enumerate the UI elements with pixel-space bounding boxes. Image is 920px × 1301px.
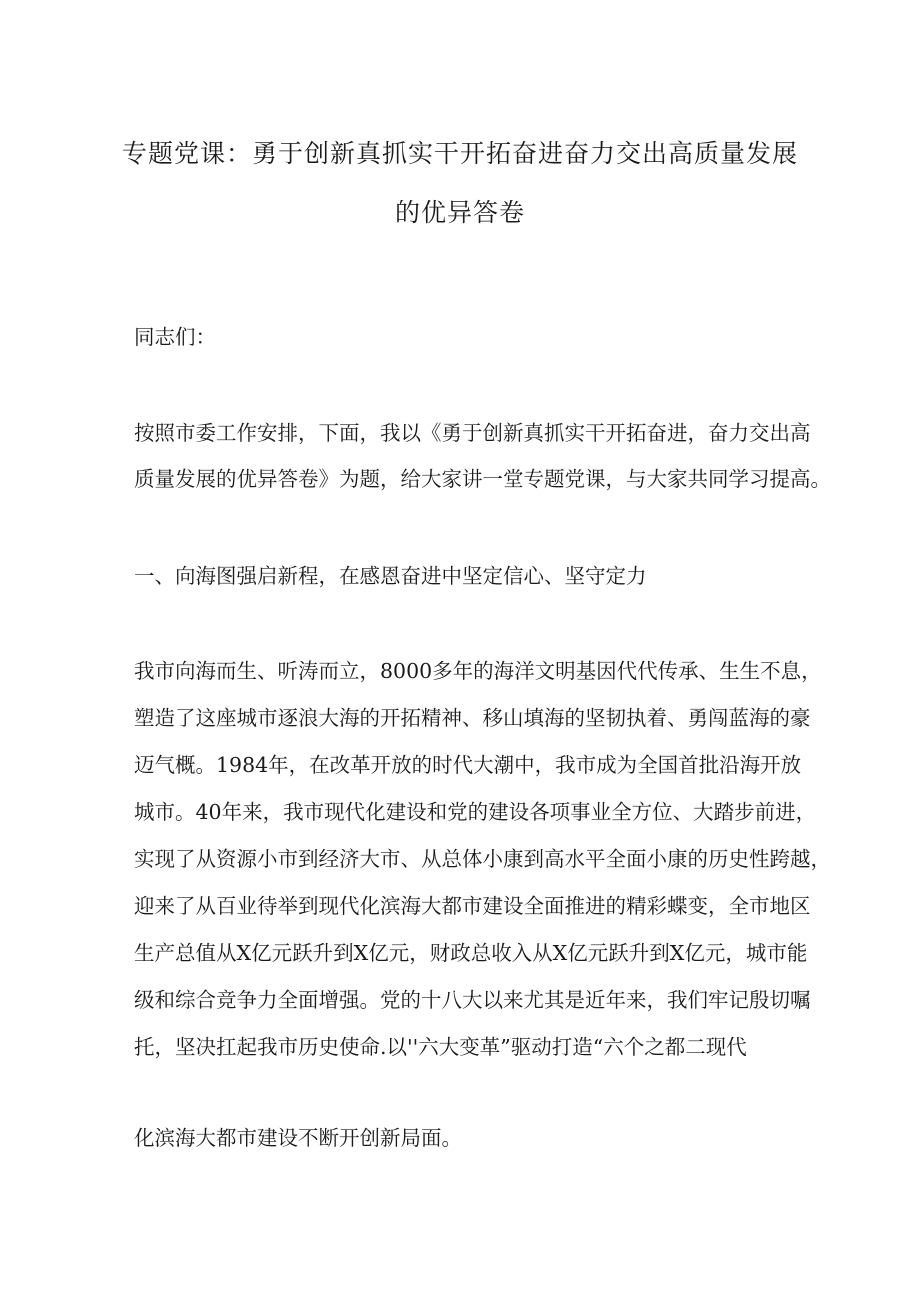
closing-line: 化滨海大都市建设不断开创新局面。 [134, 1126, 462, 1150]
body-line-4: 城市。40年来，我市现代化建设和党的建设各项事业全方位、大踏步前进， [134, 800, 817, 824]
body-line-8: 级和综合竞争力全面增强。党的十八大以来尤其是近年来，我们牢记殷切嘱 [134, 988, 811, 1012]
document-title-line-2: 的优异答卷 [394, 198, 525, 227]
section-heading-1-text: 一、向海图强启新程，在感恩奋进中坚定信心、坚守定力 [134, 564, 647, 588]
intro-line-1: 按照市委工作安排，下面，我以《勇于创新真抓实干开拓奋进，奋力交出高 [134, 421, 811, 445]
body-line-3: 迈气概。1984年，在改革开放的时代大潮中，我市成为全国首批沿海开放 [134, 753, 802, 777]
body-line-9: 托，坚决扛起我市历史使命.以''六大变革”驱动打造“六个之都二现代 [134, 1035, 747, 1059]
document-title-line-1: 专题党课：勇于创新真抓实干开拓奋进奋力交出高质量发展 [121, 139, 798, 168]
body-line-5: 实现了从资源小市到经济大市、从总体小康到高水平全面小康的历史性跨越， [134, 847, 831, 871]
salutation-text: 同志们： [134, 325, 216, 349]
body-line-1: 我市向海而生、听涛而立，8000多年的海洋文明基因代代传承、生生不息， [134, 659, 822, 683]
body-line-2: 塑造了这座城市逐浪大海的开拓精神、移山填海的坚韧执着、勇闯蓝海的豪 [134, 706, 811, 730]
body-line-6: 迎来了从百业待举到现代化滨海大都市建设全面推进的精彩蝶变，全市地区 [134, 894, 811, 918]
body-line-7: 生产总值从X亿元跃升到X亿元，财政总收入从X亿元跃升到X亿元，城市能 [134, 941, 808, 965]
intro-line-2: 质量发展的优异答卷》为题，给大家讲一堂专题党课，与大家共同学习提高。 [134, 467, 831, 491]
